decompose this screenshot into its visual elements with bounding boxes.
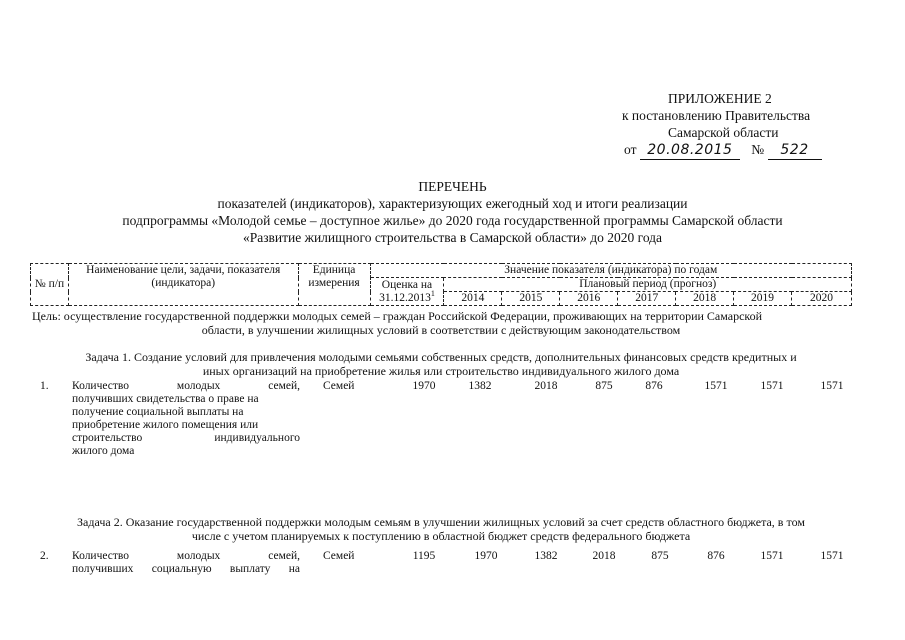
signature-number: 522 — [768, 142, 822, 160]
row-2-value: 1970 — [474, 550, 498, 562]
number-label: № — [751, 142, 765, 157]
row-1-value: 1382 — [468, 380, 492, 392]
header-year: 2016 — [560, 292, 618, 306]
appendix-title: ПРИЛОЖЕНИЕ 2 — [668, 91, 772, 106]
document-subtitle-3: «Развитие жилищного строительства в Самарской области» до 2020 года — [242, 230, 663, 245]
header-col-number: № п/п — [31, 264, 69, 306]
indicator-table-header — [30, 263, 852, 306]
header-year: 2015 — [502, 292, 560, 306]
appendix-line-region: Самарской области — [668, 125, 779, 140]
appendix-line-resolution: к постановлению Правительства — [622, 108, 811, 123]
row-1-value: 1970 — [412, 380, 436, 392]
row-2-value: 1195 — [412, 550, 436, 562]
header-year: 2019 — [734, 292, 792, 306]
row-1-number: 1. — [40, 380, 49, 392]
signature-date: 20.08.2015 — [640, 142, 740, 160]
header-year: 2018 — [676, 292, 734, 306]
row-2-value: 1571 — [760, 550, 784, 562]
document-title: ПЕРЕЧЕНЬ — [418, 179, 487, 194]
document-subtitle-1: показателей (индикаторов), характеризующих ежегодный ход и итоги реализации — [217, 196, 688, 211]
task-2-line-1: Задача 2. Оказание государственной поддержки молодым семьям в улучшении жилищных условий за счет средств областного бюджета, в том — [77, 515, 805, 529]
from-label: от — [624, 142, 637, 157]
appendix-date-line — [624, 141, 822, 160]
row-1-value: 1571 — [760, 380, 784, 392]
row-2-value: 2018 — [592, 550, 616, 562]
header-year: 2017 — [618, 292, 676, 306]
row-1-value: 2018 — [534, 380, 558, 392]
header-col-estimate: Оценка на 31.12.2013$^1$ — [370, 278, 444, 306]
row-1-unit: Семей — [323, 380, 355, 392]
header-year: 2020 — [792, 292, 852, 306]
row-2-number: 2. — [40, 550, 49, 562]
row-1-value: 1571 — [704, 380, 728, 392]
row-1-value: 876 — [645, 380, 663, 392]
row-2-value: 1571 — [820, 550, 844, 562]
row-1-name: Количество молодых семей, получивших свидетельства о праве на получение социальной выплаты на приобретение жилого помещения или строительство индивидуального жилого дома — [72, 380, 300, 457]
goal-line-2: области, в улучшении жилищных условий в соответствии с действующим законодательством — [201, 323, 681, 337]
document-subtitle-2: подпрограммы «Молодой семье – доступное жилье» до 2020 года государственной программы Самарской области — [122, 213, 783, 228]
header-col-plan: Плановый период (прогноз) — [444, 278, 852, 292]
row-1-value: 1571 — [820, 380, 844, 392]
row-2-unit: Семей — [323, 550, 355, 562]
header-col-name: Наименование цели, задачи, показателя (индикатора) — [68, 264, 298, 306]
goal-line-1: Цель: осуществление государственной поддержки молодых семей – граждан Российской Федерации, проживающих на территории Самарской — [32, 309, 763, 323]
task-1-line-2: иных организаций на приобретение жилья или строительство индивидуального жилого дома — [202, 364, 680, 378]
row-2-name: Количество молодых семей, получивших социальную выплату на — [72, 550, 300, 575]
header-year: 2014 — [444, 292, 502, 306]
header-col-unit: Единица измерения — [298, 264, 370, 306]
task-1-line-1: Задача 1. Создание условий для привлечения молодыми семьями собственных средств, дополнительных финансовых средств кредитных и — [85, 350, 797, 364]
task-2-line-2: числе с учетом планируемых к поступлению в областной бюджет средств федерального бюджета — [191, 529, 691, 543]
row-2-value: 875 — [651, 550, 669, 562]
row-2-value: 876 — [707, 550, 725, 562]
row-2-value: 1382 — [534, 550, 558, 562]
header-col-values: Значение показателя (индикатора) по годам — [370, 264, 851, 278]
row-1-value: 875 — [595, 380, 613, 392]
